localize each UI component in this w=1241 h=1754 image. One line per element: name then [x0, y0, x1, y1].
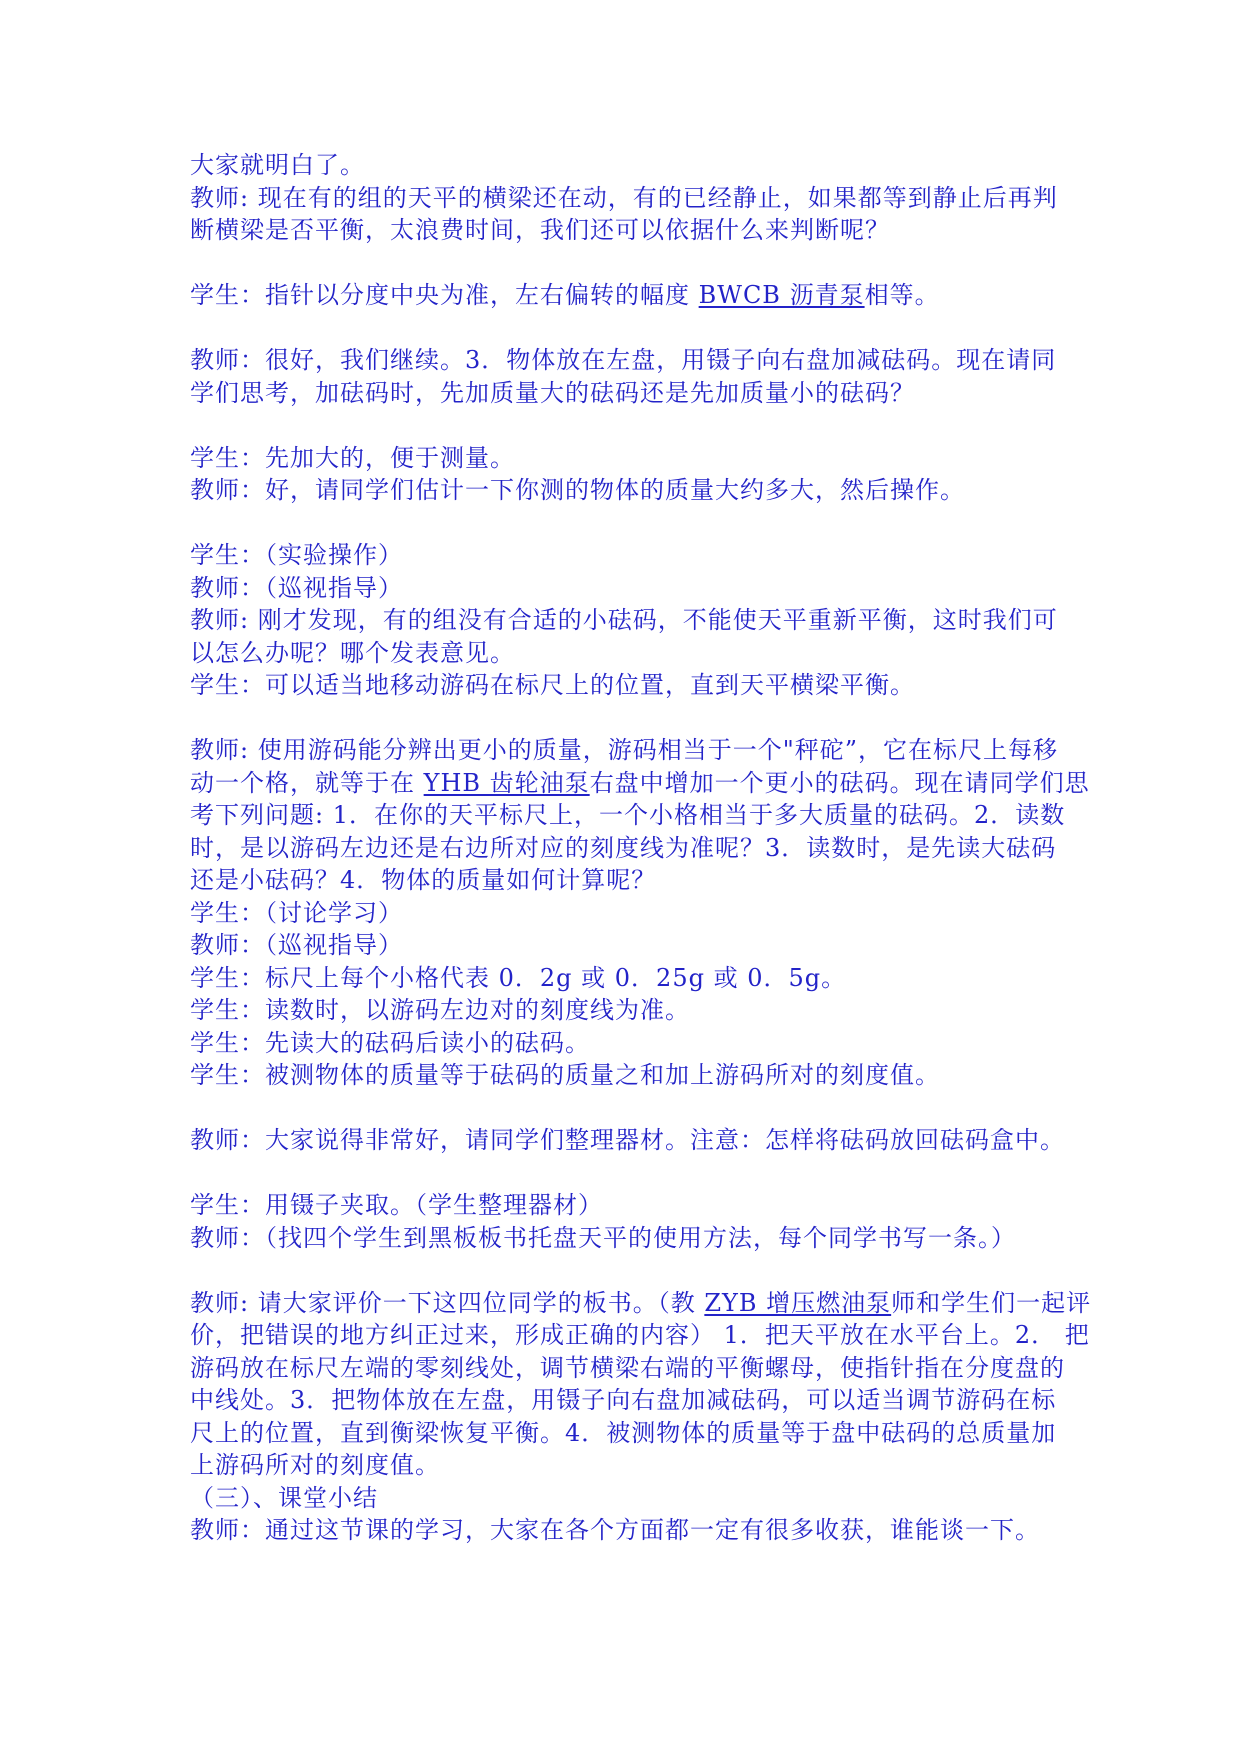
line-text: 教师: 刚才发现，有的组没有合适的小砝码，不能使天平重新平衡，这时我们可	[190, 606, 1058, 634]
line-text: 教师：好，请同学们估计一下你测的物体的质量大约多大，然后操作。	[190, 476, 965, 504]
line-text: 学生：标尺上每个小格代表 0．2g 或 0．25g 或 0．5g。	[190, 963, 847, 992]
line-text: （三）、课堂小结	[190, 1483, 378, 1512]
document-body	[190, 149, 1092, 1547]
text-line	[190, 1222, 1061, 1255]
line-text: 动一个格，就等于在	[190, 768, 424, 797]
paragraph-gap	[190, 409, 1061, 442]
paragraph-gap	[190, 312, 1061, 345]
paragraph-gap	[190, 1092, 1061, 1125]
line-text: 教师: 请大家评价一下这四位同学的板书。（教	[190, 1288, 705, 1317]
paragraph-gap	[190, 507, 1061, 540]
paragraph-gap	[190, 1157, 1061, 1190]
line-text: 学们思考，加砝码时，先加质量大的砝码还是先加质量小的砝码？	[190, 378, 915, 407]
line-text-after-link: 相等。	[864, 281, 940, 309]
line-text: 中线处。3．把物体放在左盘，用镊子向右盘加减砝码，可以适当调节游码在标	[190, 1386, 1057, 1414]
text-line	[190, 1384, 1061, 1417]
line-text: 教师: 现在有的组的天平的横梁还在动，有的已经静止，如果都等到静止后再判	[190, 183, 1058, 212]
text-line	[190, 962, 1061, 995]
text-line	[190, 474, 1061, 507]
line-text: 教师：大家说得非常好，请同学们整理器材。注意：怎样将砝码放回砝码盒中。	[190, 1126, 1065, 1154]
line-text: 学生：指针以分度中央为准，左右偏转的幅度	[190, 281, 699, 309]
text-line	[190, 832, 1061, 865]
text-line	[190, 929, 1061, 962]
line-text: 学生：可以适当地移动游码在标尺上的位置，直到天平横梁平衡。	[190, 671, 915, 699]
text-line	[190, 1059, 1061, 1092]
line-text: 以怎么办呢？哪个发表意见。	[190, 638, 515, 667]
text-line	[190, 377, 1061, 410]
text-line	[190, 669, 1061, 702]
text-line	[190, 1124, 1065, 1157]
text-line	[190, 1319, 1090, 1352]
line-text: 学生：被测物体的质量等于砝码的质量之和加上游码所对的刻度值。	[190, 1061, 940, 1089]
paragraph-gap	[190, 702, 1061, 735]
line-text: 学生：用镊子夹取。（学生整理器材）	[190, 1191, 603, 1219]
line-text: 价，把错误的地方纠正过来，形成正确的内容） 1．把天平放在水平台上。2． 把	[190, 1321, 1090, 1349]
text-line	[190, 442, 1061, 475]
text-line	[190, 799, 1066, 832]
paragraph-gap	[190, 247, 1061, 280]
text-line	[190, 1482, 1061, 1515]
line-text: 教师：很好，我们继续。3．物体放在左盘，用镊子向右盘加减砝码。现在请同	[190, 346, 1057, 374]
text-line	[190, 344, 1061, 377]
line-text: 教师：（巡视指导）	[190, 573, 403, 602]
line-text: 断横梁是否平衡，太浪费时间，我们还可以依据什么来判断呢？	[190, 216, 890, 244]
text-line	[190, 1449, 1061, 1482]
line-text: 教师：（找四个学生到黑板板书托盘天平的使用方法，每个同学书写一条。）	[190, 1223, 1016, 1252]
text-line	[190, 1352, 1065, 1385]
text-line	[190, 637, 1061, 670]
text-line	[190, 1027, 1061, 1060]
inline-link[interactable]: BWCB 沥青泵	[698, 281, 865, 309]
line-text: 上游码所对的刻度值。	[190, 1451, 440, 1479]
line-text: 时，是以游码左边还是右边所对应的刻度线为准呢？3．读数时，是先读大砝码	[190, 833, 1057, 862]
inline-link[interactable]: YHB 齿轮油泵	[423, 768, 590, 797]
text-line	[190, 1417, 1061, 1450]
text-line	[190, 214, 1061, 247]
text-line	[190, 864, 1061, 897]
line-text: 学生：读数时，以游码左边对的刻度线为准。	[190, 996, 690, 1024]
paragraph-gap	[190, 1254, 1061, 1287]
line-text: 游码放在标尺左端的零刻线处，调节横梁右端的平衡螺母，使指针指在分度盘的	[190, 1353, 1065, 1382]
line-text: 还是小砝码？4．物体的质量如何计算呢？	[190, 866, 657, 894]
line-text-after-link: 右盘中增加一个更小的砝码。现在请同学们思	[589, 768, 1090, 797]
text-line	[190, 539, 1061, 572]
text-line	[190, 1514, 1061, 1547]
text-line	[190, 1287, 1092, 1320]
line-text: 考下列问题: 1．在你的天平标尺上，一个小格相当于多大质量的砝码。2．读数	[190, 801, 1066, 829]
text-line	[190, 279, 1061, 312]
line-text: 学生：先加大的，便于测量。	[190, 443, 515, 472]
text-line	[190, 604, 1061, 637]
text-line	[190, 182, 1061, 215]
text-line	[190, 1189, 1061, 1222]
line-text: 教师：（巡视指导）	[190, 931, 403, 959]
line-text-after-link: 师和学生们一起评	[891, 1288, 1092, 1317]
line-text: 学生：先读大的砝码后读小的砝码。	[190, 1028, 590, 1057]
text-line	[190, 767, 1090, 800]
text-line	[190, 734, 1061, 767]
text-line	[190, 572, 1061, 605]
line-text: 大家就明白了。	[190, 151, 365, 179]
text-line	[190, 897, 1061, 930]
line-text: 学生：（讨论学习）	[190, 898, 403, 927]
line-text: 尺上的位置，直到衡梁恢复平衡。4．被测物体的质量等于盘中砝码的总质量加	[190, 1418, 1057, 1447]
line-text: 教师: 使用游码能分辨出更小的质量，游码相当于一个"秤砣”，它在标尺上每移	[190, 736, 1059, 764]
line-text: 学生：（实验操作）	[190, 541, 403, 569]
text-line	[190, 149, 1061, 182]
inline-link[interactable]: ZYB 增压燃油泵	[704, 1288, 892, 1317]
text-line	[190, 994, 1061, 1027]
line-text: 教师：通过这节课的学习，大家在各个方面都一定有很多收获，谁能谈一下。	[190, 1516, 1040, 1544]
